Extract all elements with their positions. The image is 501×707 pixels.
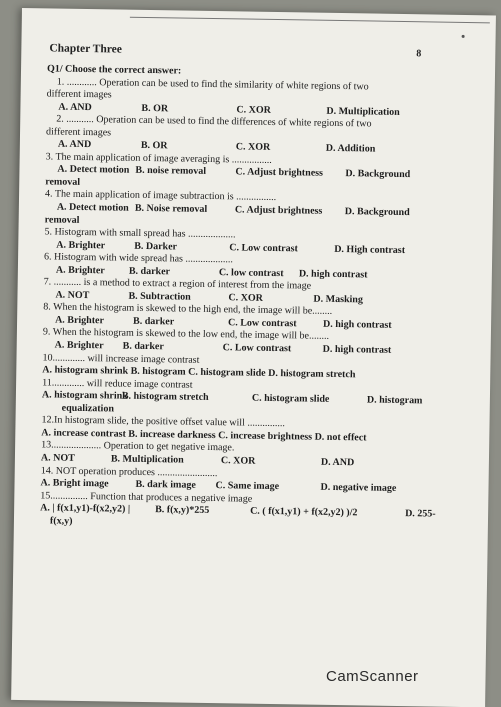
line-text: 1. ............ Operation can be used to find the similarity of white regions of two <box>56 76 369 93</box>
camscanner-watermark: CamScanner <box>326 668 419 685</box>
line-text: A. histogram shrink B. histogram C. histogram slide D. histogram stretch <box>42 364 356 381</box>
answer-option: B. darker <box>133 315 175 328</box>
page-number: 8 <box>416 48 422 60</box>
answer-option: D. high contrast <box>298 268 368 281</box>
line-text: 13.................... Operation to get negative image. <box>41 439 235 454</box>
answer-option: A. Brighter <box>55 264 105 277</box>
line-text: 8. When the histogram is skewed to the high end, the image will be........ <box>43 301 333 318</box>
answer-option: B. Darker <box>134 240 178 253</box>
answer-option: C. XOR <box>235 141 271 154</box>
answer-option: D. 255- <box>405 508 436 520</box>
answer-option: B. Noise removal <box>134 202 208 215</box>
answer-option: D. Masking <box>313 293 363 306</box>
document-page <box>11 8 496 707</box>
line-text: A. increase contrast B. increase darkness C. increase brightness D. not effect <box>41 427 367 444</box>
line-text: 7. ........... is a method to extract a region of interest from the image <box>43 276 312 292</box>
answer-option: C. XOR <box>228 292 264 304</box>
question-content <box>40 63 467 534</box>
line-text: removal <box>45 176 81 188</box>
answer-option: C. histogram slide <box>251 392 330 406</box>
answer-option: B. Multiplication <box>110 453 184 466</box>
answer-option: C. XOR <box>220 455 256 467</box>
answer-option: D. Addition <box>325 143 376 155</box>
pencil-mark <box>462 35 465 38</box>
line-text: f(x,y) <box>49 515 73 527</box>
answer-option: B. OR <box>141 102 169 114</box>
answer-option: C. Low contrast <box>227 317 297 330</box>
line-text: 4. The main application of image subtraction is ................ <box>44 188 277 204</box>
answer-option: D. AND <box>320 456 355 469</box>
answer-option: C. Same image <box>215 480 280 493</box>
answer-option: D. histogram <box>366 394 423 407</box>
question-lines <box>40 76 467 534</box>
answer-option: A. Bright image <box>40 477 109 490</box>
answer-option: D. high contrast <box>322 343 392 356</box>
answer-option: B. histogram stretch <box>121 390 209 404</box>
answer-option: A. AND <box>58 101 92 113</box>
answer-option: A. | f(x1,y1)-f(x2,y2) | <box>40 502 131 515</box>
answer-option: B. darker <box>122 340 164 353</box>
chapter-title: Chapter Three <box>49 42 122 56</box>
line-text: 12.In histogram slide, the positive offset value will ............... <box>41 414 285 430</box>
answer-option: C. XOR <box>236 104 271 116</box>
answer-option: C. Adjust brightness <box>235 166 324 180</box>
answer-option: A. AND <box>57 138 92 151</box>
answer-option: C. Low contrast <box>229 241 298 255</box>
answer-option: C. low contrast <box>218 266 284 279</box>
answer-option: D. high contrast <box>322 318 392 331</box>
line-text: 3. The main application of image averaging is ................ <box>45 151 272 166</box>
answer-option: A. Brighter <box>55 314 105 327</box>
line-text: equalization <box>61 402 115 415</box>
answer-option: B. noise removal <box>135 165 207 178</box>
answer-option: A. Detect motion <box>56 201 129 214</box>
line-text: 2. ........... Operation can be used to find the differences of white regions of two <box>56 113 372 130</box>
line-text: 5. Histogram with small spread has ................... <box>44 226 236 241</box>
answer-option: D. negative image <box>320 481 397 494</box>
answer-option: A. Brighter <box>56 239 106 251</box>
answer-option: A. Detect motion <box>57 163 130 177</box>
answer-option: D. Multiplication <box>326 105 400 118</box>
line-text: 11............. will reduce image contrast <box>42 377 193 391</box>
line-text: different images <box>45 126 112 139</box>
line-text: 10............. will increase image contrast <box>42 351 200 366</box>
line-text: 14. NOT operation produces ........................ <box>40 464 218 479</box>
answer-option: C. Adjust brightness <box>234 204 323 217</box>
answer-option: A. Brighter <box>54 339 104 352</box>
answer-option: A. NOT <box>55 289 90 301</box>
answer-option: C. ( f(x1,y1) + f(x2,y2) )/2 <box>250 505 358 519</box>
line-text: removal <box>44 213 80 226</box>
line-text: 6. Histogram with wide spread has ................... <box>44 251 234 266</box>
answer-option: D. High contrast <box>334 243 406 256</box>
answer-option: A. histogram shrink <box>41 389 128 402</box>
answer-option: B. Subtraction <box>128 290 191 303</box>
answer-option: D. Background <box>344 206 410 219</box>
line-text: 9. When the histogram is skewed to the low end, the image will be........ <box>42 326 330 343</box>
line-text: different images <box>46 88 112 101</box>
header-rule <box>130 17 490 24</box>
question-heading: Q1/ Choose the correct answer: <box>46 63 182 77</box>
answer-option: C. Low contrast <box>222 342 292 355</box>
line-text: 15............... Function that produces a negative image <box>40 489 253 505</box>
answer-option: A. NOT <box>40 452 75 464</box>
answer-option: B. dark image <box>135 478 196 491</box>
answer-option: B. f(x,y)*255 <box>155 504 210 517</box>
answer-option: D. Background <box>345 168 411 181</box>
answer-option: B. darker <box>128 265 171 278</box>
answer-option: B. OR <box>140 140 168 152</box>
